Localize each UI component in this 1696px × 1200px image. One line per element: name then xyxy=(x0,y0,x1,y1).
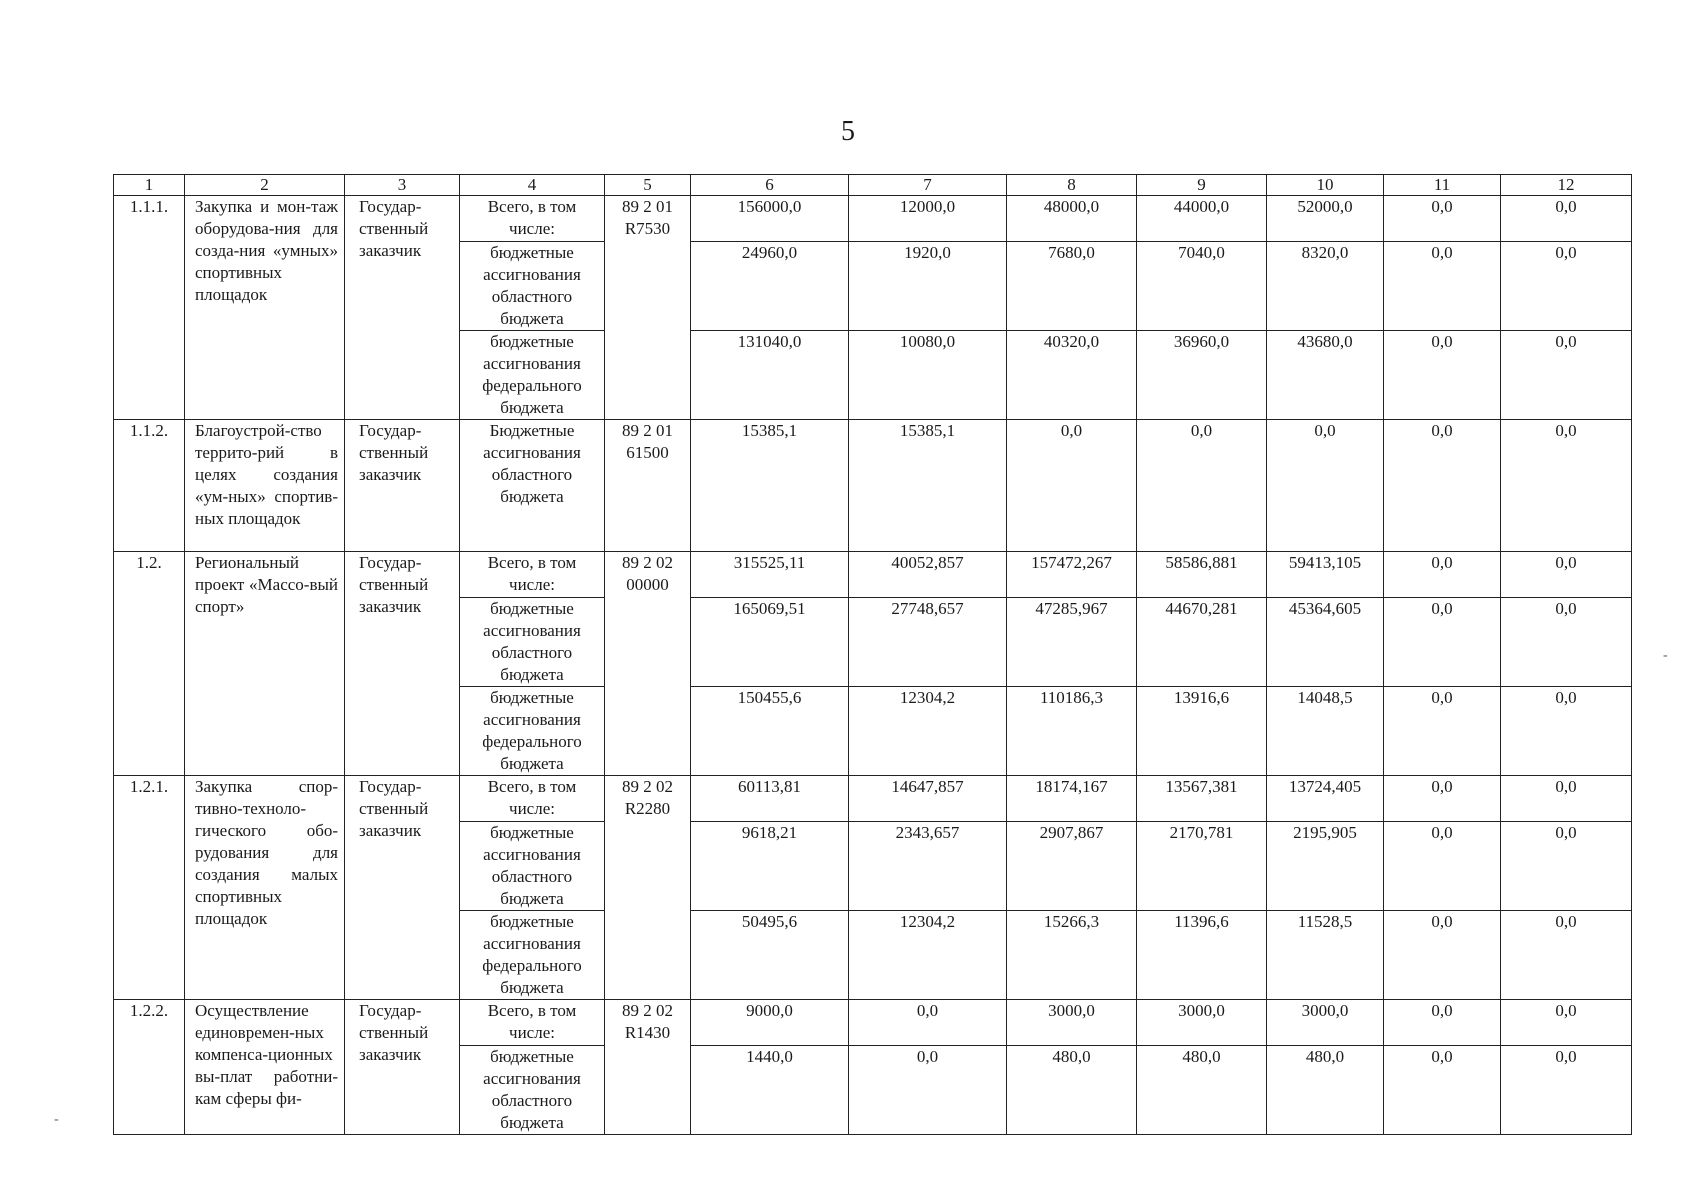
amount-cell: 15385,1 xyxy=(691,420,849,552)
scan-speck: - xyxy=(1663,648,1668,663)
amount-cell: 480,0 xyxy=(1267,1046,1384,1135)
amount-cell: 0,0 xyxy=(1384,598,1501,687)
amount-cell: 43680,0 xyxy=(1267,331,1384,420)
amount-cell: 0,0 xyxy=(1384,331,1501,420)
amount-cell: 0,0 xyxy=(1501,196,1632,242)
amount-cell: 0,0 xyxy=(1384,911,1501,1000)
amount-cell: 3000,0 xyxy=(1137,1000,1267,1046)
item-name: Закупка и мон-таж оборудова-ния для созда-ния «умных» спортивных площадок xyxy=(185,196,345,420)
amount-cell: 58586,881 xyxy=(1137,552,1267,598)
amount-cell: 157472,267 xyxy=(1007,552,1137,598)
scan-speck: - xyxy=(54,1112,59,1127)
amount-cell: 0,0 xyxy=(1384,242,1501,331)
budget-code: 89 2 02 R1430 xyxy=(605,1000,691,1135)
funding-source: бюджетные ассигнования областного бюджета xyxy=(460,242,605,331)
amount-cell: 156000,0 xyxy=(691,196,849,242)
amount-cell: 40052,857 xyxy=(849,552,1007,598)
column-number: 9 xyxy=(1137,175,1267,196)
amount-cell: 0,0 xyxy=(1384,1000,1501,1046)
amount-cell: 2170,781 xyxy=(1137,822,1267,911)
item-number: 1.2.1. xyxy=(114,776,185,1000)
table-row xyxy=(114,552,1632,598)
table-row xyxy=(114,420,1632,552)
column-number: 11 xyxy=(1384,175,1501,196)
funding-source: бюджетные ассигнования областного бюджета xyxy=(460,1046,605,1135)
amount-cell: 12000,0 xyxy=(849,196,1007,242)
amount-cell: 0,0 xyxy=(1501,598,1632,687)
amount-cell: 0,0 xyxy=(1501,822,1632,911)
amount-cell: 2343,657 xyxy=(849,822,1007,911)
amount-cell: 0,0 xyxy=(1501,911,1632,1000)
amount-cell: 7040,0 xyxy=(1137,242,1267,331)
budget-code: 89 2 01 61500 xyxy=(605,420,691,552)
budget-table xyxy=(113,174,1632,1135)
amount-cell: 11528,5 xyxy=(1267,911,1384,1000)
budget-code: 89 2 01 R7530 xyxy=(605,196,691,420)
amount-cell: 480,0 xyxy=(1007,1046,1137,1135)
amount-cell: 24960,0 xyxy=(691,242,849,331)
column-number: 5 xyxy=(605,175,691,196)
amount-cell: 1440,0 xyxy=(691,1046,849,1135)
amount-cell: 0,0 xyxy=(849,1000,1007,1046)
amount-cell: 47285,967 xyxy=(1007,598,1137,687)
amount-cell: 40320,0 xyxy=(1007,331,1137,420)
amount-cell: 315525,11 xyxy=(691,552,849,598)
amount-cell: 0,0 xyxy=(1267,420,1384,552)
table-row xyxy=(114,776,1632,822)
amount-cell: 0,0 xyxy=(1501,552,1632,598)
amount-cell: 0,0 xyxy=(849,1046,1007,1135)
budget-code: 89 2 02 00000 xyxy=(605,552,691,776)
funding-source: Всего, в том числе: xyxy=(460,196,605,242)
amount-cell: 27748,657 xyxy=(849,598,1007,687)
amount-cell: 3000,0 xyxy=(1267,1000,1384,1046)
column-number: 4 xyxy=(460,175,605,196)
item-name: Осуществление единовремен-ных компенса-ционных вы-плат работни-кам сферы фи- xyxy=(185,1000,345,1135)
funding-source: бюджетные ассигнования областного бюджета xyxy=(460,822,605,911)
amount-cell: 0,0 xyxy=(1501,242,1632,331)
amount-cell: 0,0 xyxy=(1384,687,1501,776)
amount-cell: 12304,2 xyxy=(849,687,1007,776)
amount-cell: 150455,6 xyxy=(691,687,849,776)
customer: Государ-ственный заказчик xyxy=(345,776,460,1000)
column-number: 3 xyxy=(345,175,460,196)
amount-cell: 44670,281 xyxy=(1137,598,1267,687)
item-number: 1.2. xyxy=(114,552,185,776)
item-name: Региональный проект «Массо-вый спорт» xyxy=(185,552,345,776)
amount-cell: 0,0 xyxy=(1501,331,1632,420)
amount-cell: 0,0 xyxy=(1384,420,1501,552)
funding-source: бюджетные ассигнования федерального бюджета xyxy=(460,331,605,420)
funding-source: бюджетные ассигнования областного бюджета xyxy=(460,598,605,687)
amount-cell: 131040,0 xyxy=(691,331,849,420)
amount-cell: 60113,81 xyxy=(691,776,849,822)
amount-cell: 0,0 xyxy=(1007,420,1137,552)
amount-cell: 15385,1 xyxy=(849,420,1007,552)
funding-source: Всего, в том числе: xyxy=(460,552,605,598)
budget-code: 89 2 02 R2280 xyxy=(605,776,691,1000)
column-number: 6 xyxy=(691,175,849,196)
amount-cell: 13916,6 xyxy=(1137,687,1267,776)
amount-cell: 110186,3 xyxy=(1007,687,1137,776)
table-row xyxy=(114,1000,1632,1046)
amount-cell: 52000,0 xyxy=(1267,196,1384,242)
amount-cell: 0,0 xyxy=(1501,776,1632,822)
amount-cell: 13567,381 xyxy=(1137,776,1267,822)
amount-cell: 44000,0 xyxy=(1137,196,1267,242)
amount-cell: 11396,6 xyxy=(1137,911,1267,1000)
customer: Государ-ственный заказчик xyxy=(345,552,460,776)
item-name: Благоустрой-ство террито-рий в целях создания «ум-ных» спортив-ных площадок xyxy=(185,420,345,552)
item-number: 1.1.2. xyxy=(114,420,185,552)
customer: Государ-ственный заказчик xyxy=(345,196,460,420)
amount-cell: 0,0 xyxy=(1384,1046,1501,1135)
table-body xyxy=(114,175,1632,1135)
column-number: 10 xyxy=(1267,175,1384,196)
amount-cell: 15266,3 xyxy=(1007,911,1137,1000)
column-number: 12 xyxy=(1501,175,1632,196)
amount-cell: 14048,5 xyxy=(1267,687,1384,776)
amount-cell: 7680,0 xyxy=(1007,242,1137,331)
funding-source: Всего, в том числе: xyxy=(460,776,605,822)
column-number: 1 xyxy=(114,175,185,196)
amount-cell: 0,0 xyxy=(1501,420,1632,552)
page-number: 5 xyxy=(841,116,855,147)
amount-cell: 8320,0 xyxy=(1267,242,1384,331)
amount-cell: 13724,405 xyxy=(1267,776,1384,822)
amount-cell: 1920,0 xyxy=(849,242,1007,331)
amount-cell: 9618,21 xyxy=(691,822,849,911)
customer: Государ-ственный заказчик xyxy=(345,420,460,552)
funding-source: Бюджетные ассигнования областного бюджета xyxy=(460,420,605,552)
amount-cell: 0,0 xyxy=(1384,822,1501,911)
amount-cell: 14647,857 xyxy=(849,776,1007,822)
amount-cell: 0,0 xyxy=(1384,776,1501,822)
amount-cell: 2195,905 xyxy=(1267,822,1384,911)
amount-cell: 3000,0 xyxy=(1007,1000,1137,1046)
amount-cell: 18174,167 xyxy=(1007,776,1137,822)
amount-cell: 0,0 xyxy=(1501,687,1632,776)
funding-source: бюджетные ассигнования федерального бюджета xyxy=(460,687,605,776)
amount-cell: 36960,0 xyxy=(1137,331,1267,420)
column-number-row xyxy=(114,175,1632,196)
column-number: 2 xyxy=(185,175,345,196)
funding-source: Всего, в том числе: xyxy=(460,1000,605,1046)
amount-cell: 10080,0 xyxy=(849,331,1007,420)
column-number: 8 xyxy=(1007,175,1137,196)
item-number: 1.2.2. xyxy=(114,1000,185,1135)
amount-cell: 12304,2 xyxy=(849,911,1007,1000)
column-number: 7 xyxy=(849,175,1007,196)
amount-cell: 50495,6 xyxy=(691,911,849,1000)
amount-cell: 165069,51 xyxy=(691,598,849,687)
amount-cell: 0,0 xyxy=(1384,196,1501,242)
amount-cell: 0,0 xyxy=(1384,552,1501,598)
amount-cell: 0,0 xyxy=(1501,1046,1632,1135)
amount-cell: 480,0 xyxy=(1137,1046,1267,1135)
item-number: 1.1.1. xyxy=(114,196,185,420)
amount-cell: 59413,105 xyxy=(1267,552,1384,598)
amount-cell: 0,0 xyxy=(1501,1000,1632,1046)
customer: Государ-ственный заказчик xyxy=(345,1000,460,1135)
funding-source: бюджетные ассигнования федерального бюджета xyxy=(460,911,605,1000)
amount-cell: 2907,867 xyxy=(1007,822,1137,911)
amount-cell: 45364,605 xyxy=(1267,598,1384,687)
amount-cell: 9000,0 xyxy=(691,1000,849,1046)
amount-cell: 0,0 xyxy=(1137,420,1267,552)
table-row xyxy=(114,196,1632,242)
amount-cell: 48000,0 xyxy=(1007,196,1137,242)
item-name: Закупка спор-тивно-техноло-гического обо-рудования для создания малых спортивных площадок xyxy=(185,776,345,1000)
